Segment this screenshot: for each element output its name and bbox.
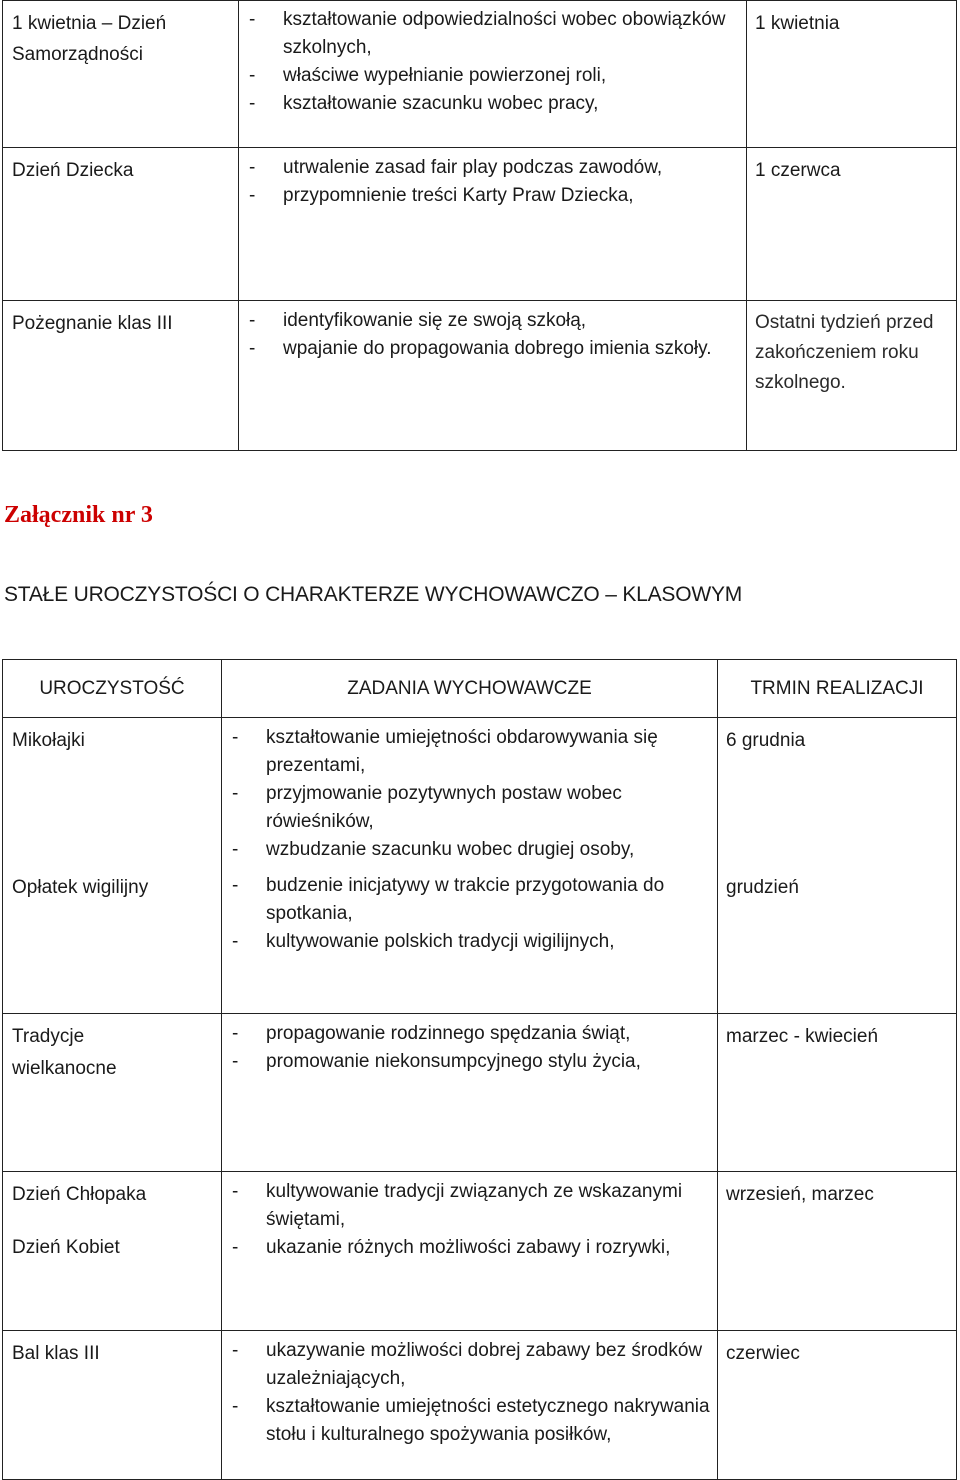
task-item: - kształtowanie umiejętności obdarowywania się prezentami,: [228, 724, 711, 780]
date-cell: Ostatni tydzień przed zakończeniem roku szkolnego.: [747, 301, 957, 451]
task-item: - przypomnienie treści Karty Praw Dziecka,: [245, 182, 740, 210]
task-item: - kształtowanie szacunku wobec pracy,: [245, 90, 740, 118]
task-item: - propagowanie rodzinnego spędzania świąt,: [228, 1020, 711, 1048]
tasks-cell: [222, 1172, 718, 1331]
task-item: - właściwe wypełnianie powierzonej roli,: [245, 62, 740, 90]
tasks-cell: [239, 301, 747, 451]
task-item: - ukazywanie możliwości dobrej zabawy bez środków uzależniających,: [228, 1337, 711, 1393]
task-item: - identyfikowanie się ze swoją szkołą,: [245, 307, 740, 335]
date-cell: marzec - kwiecień: [718, 1014, 957, 1172]
attachment-title: Załącznik nr 3: [4, 502, 153, 528]
task-item: - wzbudzanie szacunku wobec drugiej osoby,: [228, 836, 711, 864]
table-row: [3, 718, 957, 1014]
event-name: Opłatek wigilijny: [12, 877, 149, 898]
event-cell: 1 kwietnia – Dzień Samorządności: [3, 1, 239, 148]
date-cell: [718, 718, 957, 1014]
event-cell: Pożegnanie klas III: [3, 301, 239, 451]
task-item: - kultywowanie tradycji związanych ze wskazanymi świętami,: [228, 1178, 711, 1234]
date-cell: 1 kwietnia: [747, 1, 957, 148]
date-value: 6 grudnia: [726, 730, 806, 751]
task-item: - przyjmowanie pozytywnych postaw wobec rówieśników,: [228, 780, 711, 836]
task-item: - wpajanie do propagowania dobrego imienia szkoły.: [245, 335, 740, 363]
header-date: TRMIN REALIZACJI: [718, 660, 957, 718]
event-cell: [3, 1172, 222, 1331]
task-item: - kultywowanie polskich tradycji wigilijnych,: [228, 928, 711, 956]
tasks-cell: [222, 1331, 718, 1480]
table-row: [3, 301, 957, 451]
event-cell: Dzień Dziecka: [3, 148, 239, 301]
tasks-cell: [222, 1014, 718, 1172]
date-value: grudzień: [726, 877, 799, 898]
upper-events-table: [2, 0, 957, 451]
event-cell: Bal klas III: [3, 1331, 222, 1480]
table-row: [3, 1172, 957, 1331]
event-name: Dzień Chłopaka: [12, 1184, 147, 1205]
table-row: [3, 1331, 957, 1480]
header-tasks: ZADANIA WYCHOWAWCZE: [222, 660, 718, 718]
task-item: - promowanie niekonsumpcyjnego stylu życia,: [228, 1048, 711, 1076]
tasks-cell: [239, 1, 747, 148]
header-event: UROCZYSTOŚĆ: [3, 660, 222, 718]
ceremonies-table: [2, 659, 957, 1480]
tasks-cell: [239, 148, 747, 301]
event-name: Dzień Kobiet: [12, 1237, 120, 1258]
event-name: Mikołajki: [12, 730, 85, 751]
task-item: - ukazanie różnych możliwości zabawy i rozrywki,: [228, 1234, 711, 1262]
date-cell: 1 czerwca: [747, 148, 957, 301]
tasks-cell: [222, 718, 718, 1014]
table-row: [3, 1, 957, 148]
task-item: - utrwalenie zasad fair play podczas zawodów,: [245, 154, 740, 182]
table-row: [3, 148, 957, 301]
task-item: - budzenie inicjatywy w trakcie przygotowania do spotkania,: [228, 872, 711, 928]
event-cell: [3, 1014, 222, 1172]
event-name: Tradycje wielkanocne: [12, 1026, 117, 1079]
task-item: - kształtowanie odpowiedzialności wobec obowiązków szkolnych,: [245, 6, 740, 62]
task-item: - kształtowanie umiejętności estetycznego nakrywania stołu i kulturalnego spożywania posiłków,: [228, 1393, 711, 1449]
table-header-row: [3, 660, 957, 718]
table-row: [3, 1014, 957, 1172]
section-title: STAŁE UROCZYSTOŚCI O CHARAKTERZE WYCHOWAWCZO – KLASOWYM: [4, 583, 743, 606]
date-cell: czerwiec: [718, 1331, 957, 1480]
date-cell: wrzesień, marzec: [718, 1172, 957, 1331]
event-cell: [3, 718, 222, 1014]
